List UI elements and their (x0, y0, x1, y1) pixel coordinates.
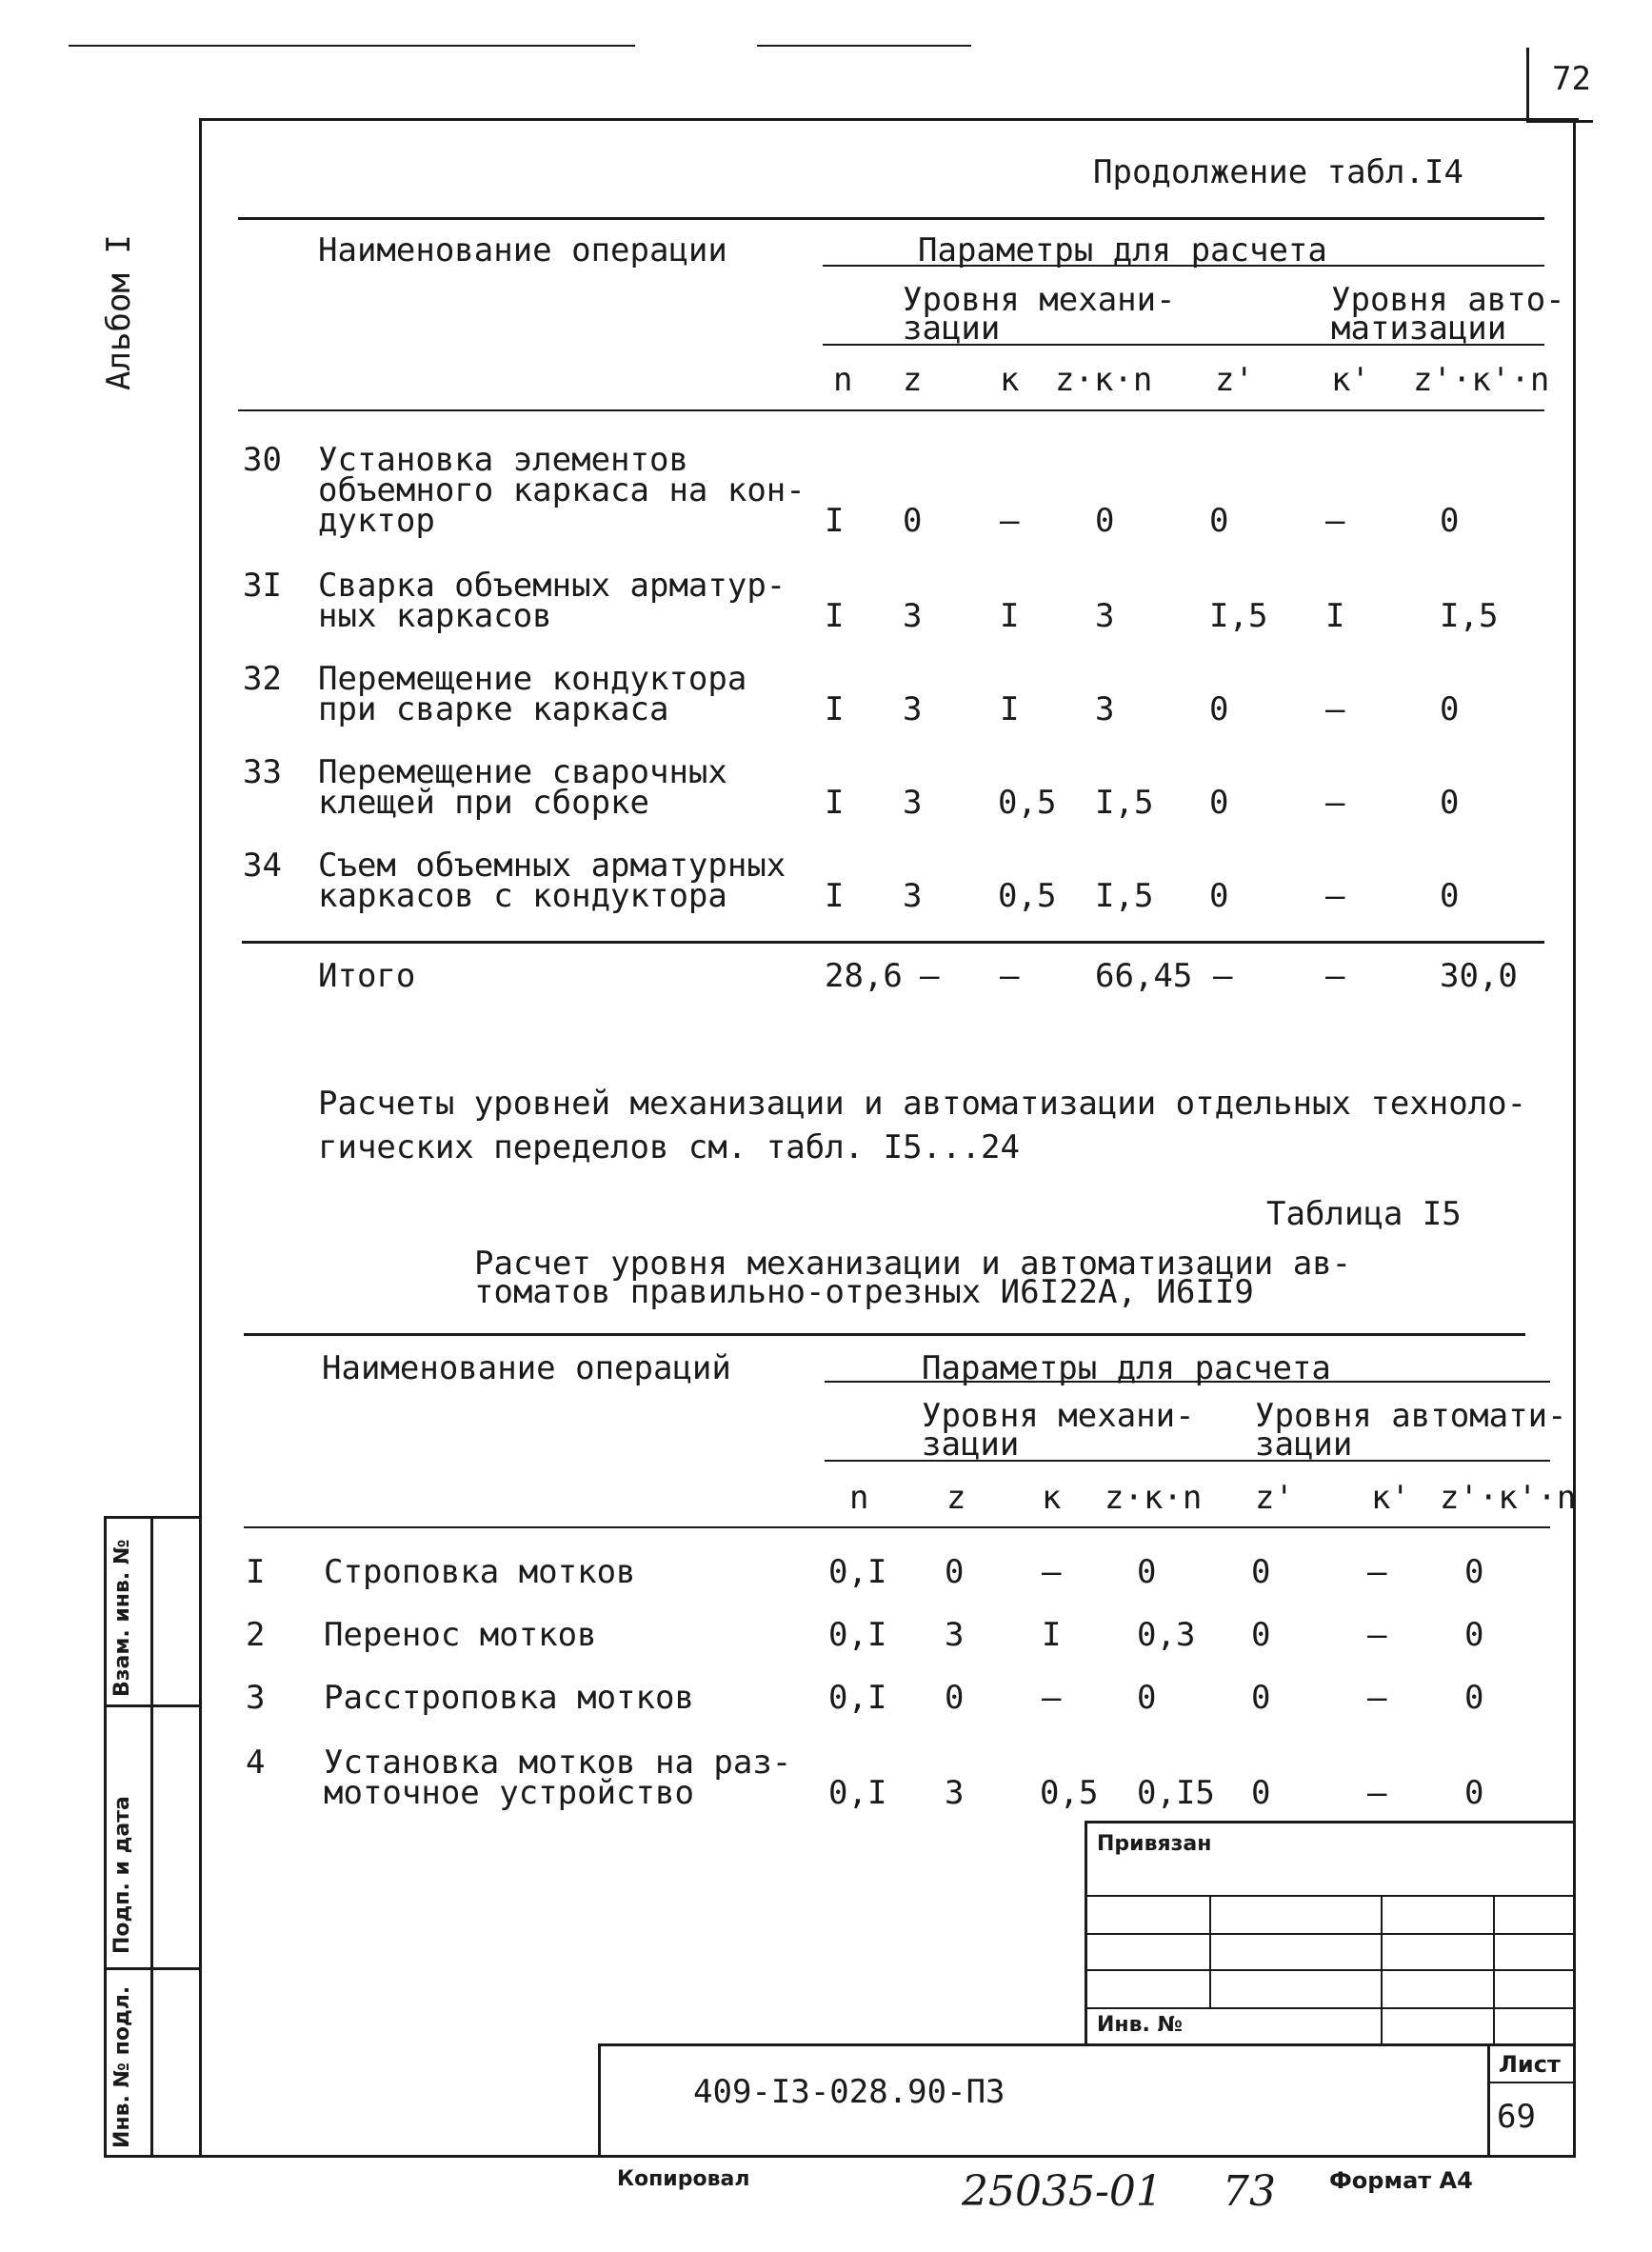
t14-col-k: к (1000, 361, 1020, 399)
t14-mech-1: Уровня механи- (903, 281, 1176, 319)
paragraph-line-2: гических переделов см. табл. I5...24 (318, 1128, 1020, 1166)
inv-no-label: Инв. № (1097, 2013, 1184, 2037)
t15-params: Параметры для расчета (922, 1349, 1331, 1387)
t15-mech-1: Уровня механи- (922, 1397, 1195, 1435)
t15-title-1: Расчет уровня механизации и автоматизации ав- (474, 1245, 1352, 1283)
t14-col-z: z (903, 361, 923, 399)
handwritten-sheet: 73 (1223, 2167, 1276, 2216)
t14-col-n: n (833, 361, 853, 399)
paragraph-line-1: Расчеты уровней механизации и автоматизации отдельных техноло- (318, 1085, 1527, 1123)
t14-col-zkn2: z'·к'·n (1413, 361, 1550, 399)
t14-col-zkn: z·к·n (1055, 361, 1153, 399)
t14-col-k2: к' (1331, 361, 1370, 399)
t14-mech-2: зации (903, 309, 1001, 348)
album-label: Альбом I (100, 234, 138, 390)
t15-label: Таблица I5 (1266, 1195, 1462, 1233)
page-number: 72 (1552, 60, 1591, 98)
handwritten-number: 25035-01 (962, 2167, 1163, 2216)
t15-auto-2: зации (1255, 1425, 1353, 1464)
format-label: Формат А4 (1329, 2167, 1473, 2194)
side-podp: Подп. и дата (110, 1796, 134, 1954)
t14-auto-2: матизации (1331, 309, 1507, 348)
privyazan-label: Привязан (1097, 1832, 1212, 1856)
continuation-label: Продолжение табл.I4 (1093, 153, 1463, 191)
t15-auto-1: Уровня автомати- (1255, 1397, 1567, 1435)
t15-col-name: Наименование операций (322, 1349, 731, 1387)
side-inv-podl: Инв. № подл. (110, 1985, 134, 2148)
kopiroval-label: Копировал (617, 2167, 750, 2191)
list-label: Лист (1499, 2051, 1561, 2078)
side-vzam: Взам. инв. № (110, 1539, 134, 1697)
t14-params: Параметры для расчета (918, 231, 1327, 269)
t14-auto-1: Уровня авто- (1331, 281, 1565, 319)
t14-col-z2: z' (1215, 361, 1254, 399)
t15-mech-2: зации (922, 1425, 1020, 1464)
t14-col-name: Наименование операции (318, 231, 727, 269)
list-value: 69 (1497, 2098, 1536, 2136)
doc-code: 409-I3-028.90-ПЗ (693, 2073, 1005, 2111)
t15-title-2: томатов правильно-отрезных И6I22А, И6II9 (474, 1273, 1254, 1311)
